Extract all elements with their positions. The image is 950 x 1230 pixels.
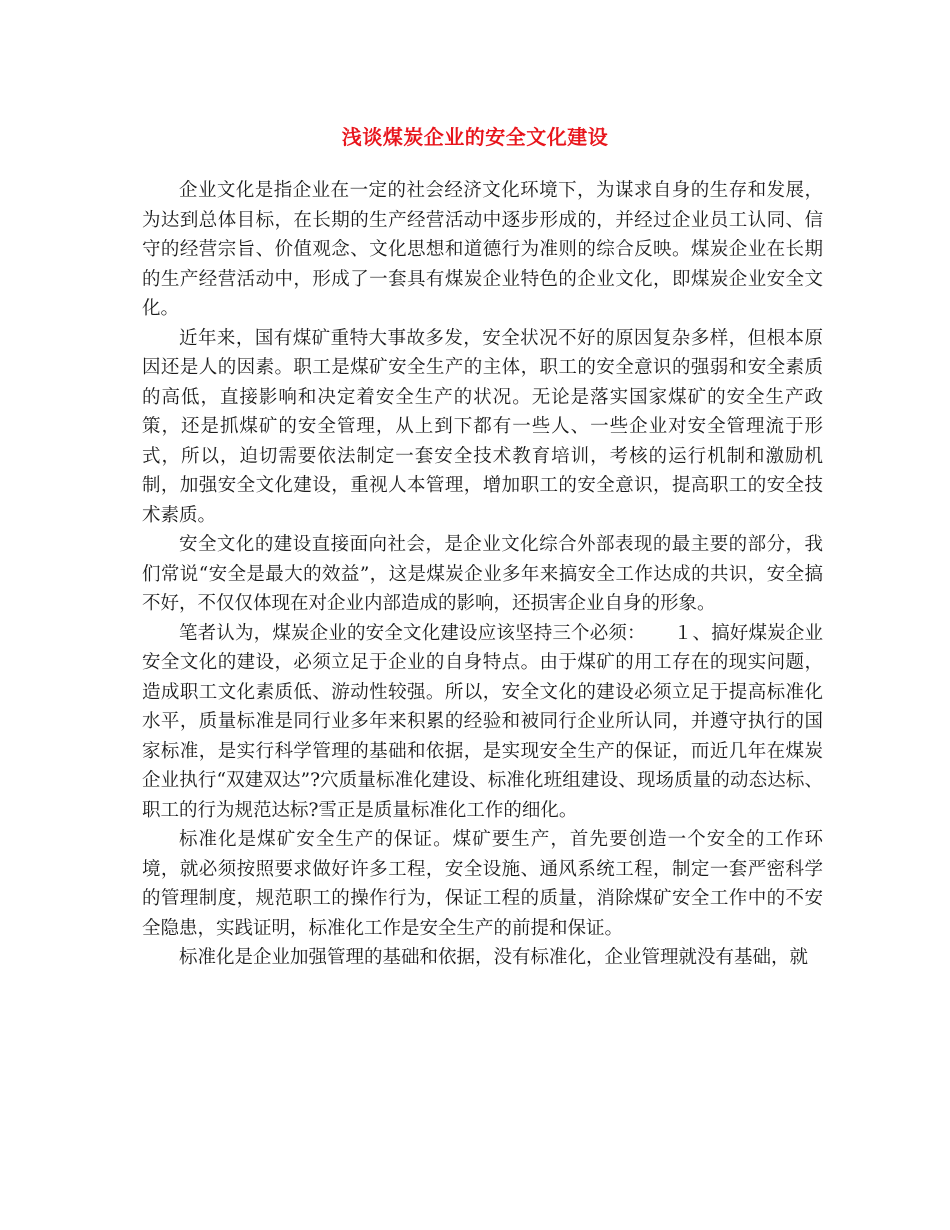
paragraph-4: 笔者认为，煤炭企业的安全文化建设应该坚持三个必须： １、搞好煤炭企业安全文化的建设，必须立足于企业的自身特点。由于煤矿的用工存在的现实问题，造成职工文化素质低、游动性较强。所以，安全文化的建设必须立足于提高标准化水平，质量标准是同行业多年来积累的经验和被同行企业所认同，并遵守执行的国家标准，是实行科学管理的基础和依据，是实现安全生产的保证，而近几年在煤炭企业执行“双建双达”?穴质量标准化建设、标准化班组建设、现场质量的动态达标、职工的行为规范达标?雪正是质量标准化工作的细化。 — [142, 622, 823, 821]
paragraph-2: 近年来，国有煤矿重特大事故多发，安全状况不好的原因复杂多样，但根本原因还是人的因素。职工是煤矿安全生产的主体，职工的安全意识的强弱和安全素质的高低，直接影响和决定着安全生产的状况。无论是落实国家煤矿的安全生产政策，还是抓煤矿的安全管理，从上到下都有一些人、一些企业对安全管理流于形式，所以，迫切需要依法制定一套安全技术教育培训，考核的运行机制和激励机制，加强安全文化建设，重视人本管理，增加职工的安全意识，提高职工的安全技术素质。 — [142, 327, 823, 526]
paragraph-6: 标准化是企业加强管理的基础和依据，没有标准化，企业管理就没有基础，就 — [179, 947, 809, 968]
paragraph-5: 标准化是煤矿安全生产的保证。煤矿要生产，首先要创造一个安全的工作环境，就必须按照要求做好许多工程，安全设施、通风系统工程，制定一套严密科学的管理制度，规范职工的操作行为，保证工程的质量，消除煤矿安全工作中的不安全隐患，实践证明，标准化工作是安全生产的前提和保证。 — [142, 829, 823, 939]
document-body — [142, 176, 823, 973]
document-title: 浅谈煤炭企业的安全文化建设 — [341, 125, 609, 149]
paragraph-1: 企业文化是指企业在一定的社会经济文化环境下，为谋求自身的生存和发展，为达到总体目标，在长期的生产经营活动中逐步形成的，并经过企业员工认同、信守的经营宗旨、价值观念、文化思想和道德行为准则的综合反映。煤炭企业在长期的生产经营活动中，形成了一套具有煤炭企业特色的企业文化，即煤炭企业安全文化。 — [142, 180, 823, 319]
paragraph-3: 安全文化的建设直接面向社会，是企业文化综合外部表现的最主要的部分，我们常说“安全是最大的效益”，这是煤炭企业多年来搞安全工作达成的共识，安全搞不好，不仅仅体现在对企业内部造成的影响，还损害企业自身的形象。 — [142, 534, 823, 614]
